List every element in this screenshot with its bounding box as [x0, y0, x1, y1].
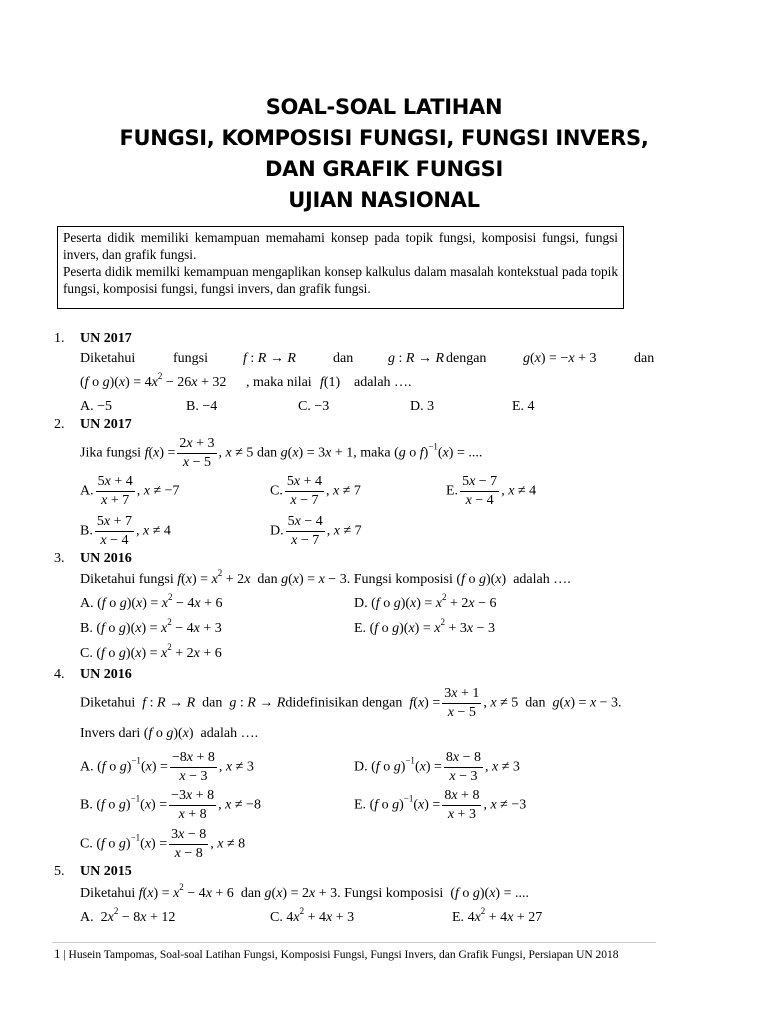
- q5-option-e[interactable]: E. $4x^2 + 4x + 27$: [452, 906, 543, 925]
- q2-option-a[interactable]: A. $\frac{5x + 4}{x + 7}$ , x ≠ −7: [80, 474, 180, 508]
- q1-fog-formula: (f o $g)(x) = 4x^2 - 26x + 32$: [80, 371, 227, 390]
- q1-g-formula: g(x) = −x + 3: [523, 351, 597, 366]
- q5-option-a[interactable]: A. $2x^2 - 8x + 12$: [80, 906, 176, 925]
- q3-option-a[interactable]: A. (f o $g)(x) = x^2 - 4x + 6$: [80, 592, 223, 611]
- question-2-number: 2.: [54, 417, 65, 432]
- q4-option-e[interactable]: E. (f o g)$^{-1}$(x) = $\frac{8x + 8}{x + 3}$ , x ≠ −3: [354, 788, 527, 822]
- q1-g-def: g : R → R: [388, 351, 445, 366]
- q4-option-b[interactable]: B. (f o g)$^{-1}$(x) = $\frac{-3x + 8}{x + 8}$ , x ≠ −8: [80, 788, 261, 822]
- q1-text-5: dan: [634, 351, 655, 366]
- question-3-number: 3.: [54, 551, 65, 566]
- question-4-number: 4.: [54, 667, 65, 682]
- footer-text: | Husein Tampomas, Soal-soal Latihan Fungsi, Komposisi Fungsi, Fungsi Invers, dan Grafik Fungsi, Persiapan UN 2018: [63, 949, 619, 961]
- q1-option-a[interactable]: A. −5: [80, 399, 113, 414]
- q5-stem: Diketahui $f(x) = x^2 - 4x + 6$ dan g(x) = 2x + 3. Fungsi komposisi (f o g)(x) = ....: [80, 882, 529, 901]
- q2-stem: Jika fungsi f(x) = $\frac{2x + 3}{x - 5}$ , x ≠ 5 dan g(x) = 3x + 1, maka (g o f)$^{-1}$(x) = ....: [80, 436, 483, 470]
- title-line-4: UJIAN NASIONAL: [288, 188, 480, 212]
- question-2-source: UN 2017: [80, 417, 132, 432]
- q1-option-c[interactable]: C. −3: [298, 399, 330, 414]
- q3-option-b[interactable]: B. (f o $g)(x) = x^2 - 4x + 3$: [80, 617, 222, 636]
- question-4-source: UN 2016: [80, 667, 132, 682]
- q4-stem: Diketahui f : R → R dan g : R → Rdidefinisikan dengan f(x) = $\frac{3x + 1}{x - 5}$ , x ≠ 5 dan g(x) = x − 3.: [80, 686, 622, 720]
- q1-f-def: f : R → R: [243, 351, 296, 366]
- q1-option-b[interactable]: B. −4: [186, 399, 218, 414]
- question-5-source: UN 2015: [80, 864, 132, 879]
- q2-option-e[interactable]: E. $\frac{5x - 7}{x - 4}$ , x ≠ 4: [446, 474, 537, 508]
- q3-option-c[interactable]: C. (f o $g)(x) = x^2 + 2x + 6$: [80, 642, 222, 661]
- question-1-source: UN 2017: [80, 331, 132, 346]
- q1-text-1: Diketahui: [80, 351, 136, 366]
- q1-text-2: fungsi: [173, 351, 208, 366]
- q4-stem-2: Invers dari (f o g)(x) adalah ….: [80, 726, 259, 741]
- question-1-number: 1.: [54, 331, 65, 346]
- q3-stem: Diketahui fungsi $f(x) = x^2 + 2x$ dan g(x) = x − 3. Fungsi komposisi (f o g)(x) adalah ….: [80, 568, 571, 587]
- q4-option-a[interactable]: A. (f o g)$^{-1}$(x) = $\frac{-8x + 8}{x - 3}$ , x ≠ 3: [80, 750, 254, 784]
- competency-paragraph-2: Peserta didik memilki kemampuan mengaplikan konsep kalkulus dalam masalah kontekstual pada topik fungsi, komposisi fungsi, fungsi invers, dan grafik fungsi.: [63, 264, 618, 296]
- footer-divider: [52, 942, 656, 943]
- page-number: 1: [54, 946, 61, 961]
- q3-option-d[interactable]: D. (f o $g)(x) = x^2 + 2x - 6$: [354, 592, 497, 611]
- q2-option-b[interactable]: B. $\frac{5x + 7}{x - 4}$ , x ≠ 4: [80, 514, 171, 548]
- q5-option-c[interactable]: C. $4x^2 + 4x + 3$: [270, 906, 355, 925]
- q1-f1: f(1): [320, 375, 341, 390]
- q1-text-3: dan: [333, 351, 354, 366]
- q1-option-e[interactable]: E. 4: [512, 399, 535, 414]
- q1-text-4: dengan: [446, 351, 487, 366]
- q3-option-e[interactable]: E. (f o $g)(x) = x^2 + 3x - 3$: [354, 617, 495, 636]
- q4-option-d[interactable]: D. (f o g)$^{-1}$(x) = $\frac{8x - 8}{x - 3}$ , x ≠ 3: [354, 750, 520, 784]
- q1-option-d[interactable]: D. 3: [410, 399, 435, 414]
- q1-text-7: adalah ….: [354, 375, 412, 390]
- q4-option-c[interactable]: C. (f o g)$^{-1}$(x) = $\frac{3x - 8}{x - 8}$ , x ≠ 8: [80, 827, 246, 861]
- title-line-1: SOAL-SOAL LATIHAN: [265, 95, 503, 119]
- q1-text-6: , maka nilai: [246, 375, 312, 390]
- page-footer: [54, 946, 619, 962]
- q2-option-c[interactable]: C. $\frac{5x + 4}{x - 7}$ , x ≠ 7: [270, 474, 361, 508]
- question-3-source: UN 2016: [80, 551, 132, 566]
- title-line-2: FUNGSI, KOMPOSISI FUNGSI, FUNGSI INVERS,: [119, 126, 649, 150]
- q2-option-d[interactable]: D. $\frac{5x - 4}{x - 7}$ , x ≠ 7: [270, 514, 362, 548]
- question-5-number: 5.: [54, 864, 65, 879]
- competency-paragraph-1: Peserta didik memiliki kemampuan memahami konsep pada topik fungsi, komposisi fungsi, fungsi invers, dan grafik fungsi.: [63, 230, 618, 262]
- title-line-3: DAN GRAFIK FUNGSI: [264, 157, 504, 181]
- competency-box: [57, 226, 624, 309]
